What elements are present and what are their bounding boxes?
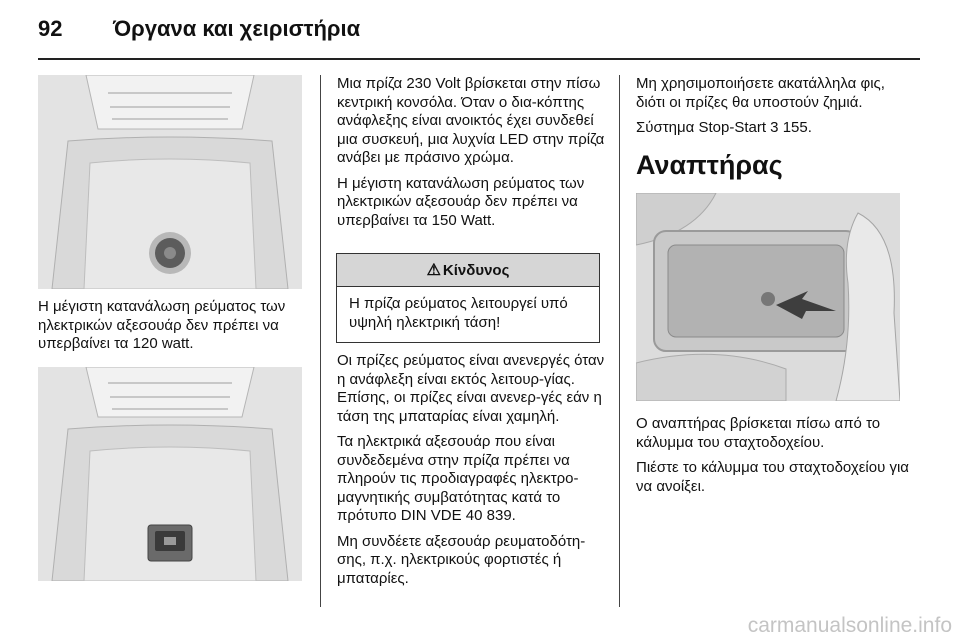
middle-paragraph-3: Οι πρίζες ρεύματος είναι ανενεργές όταν η ανάφλεξη είναι εκτός λειτουρ-γίας. Επίσης, οι πρίζες είναι ανενερ-γές εάν η τάση της μπαταρίας είναι χαμηλή.: [337, 352, 605, 425]
rear-console-socket-image: [38, 75, 302, 289]
danger-box-header: [337, 254, 599, 287]
danger-title: Κίνδυνος: [442, 261, 510, 279]
stop-start-crossref[interactable]: Σύστημα Stop-Start 3 155.: [636, 119, 812, 136]
header-rule: [38, 58, 920, 60]
column-divider: [320, 75, 321, 607]
cigarette-lighter-image: [636, 193, 900, 401]
danger-box: [336, 253, 600, 343]
warning-triangle-icon: ⚠: [426, 262, 441, 279]
page-title: Όργανα και χειριστήρια: [113, 16, 361, 41]
right-paragraph-1: Ο αναπτήρας βρίσκεται πίσω από το κάλυμμα του σταχτοδοχείου.: [636, 415, 881, 451]
column-divider: [619, 75, 620, 607]
left-caption: Η μέγιστη κατανάλωση ρεύματος των ηλεκτρικών αξεσουάρ δεν πρέπει να υπερβαίνει τα 120 watt.: [38, 298, 286, 352]
section-heading-lighter: Αναπτήρας: [636, 150, 783, 180]
middle-paragraph-4: Τα ηλεκτρικά αξεσουάρ που είναι συνδεδεμένα στην πρίζα πρέπει να πληρούν τις προδιαγραφές ηλεκτρο-μαγνητικής συμβατότητας κατά το πρότυπο DIN VDE 40 839.: [337, 433, 579, 524]
rear-console-230v-socket-image: [38, 367, 302, 581]
page-number: 92: [38, 16, 63, 41]
watermark: carmanualsonline.info: [747, 614, 952, 637]
middle-paragraph-1: Μια πρίζα 230 Volt βρίσκεται στην πίσω κεντρική κονσόλα. Όταν ο δια-κόπτης ανάφλεξης είναι ανοικτός έχει συνδεθεί μια συσκευή, μια λυχνία LED στην πρίζα ανάβει με πράσινο χρώμα.: [337, 75, 605, 166]
danger-text: Η πρίζα ρεύματος λειτουργεί υπό υψηλή ηλεκτρική τάση!: [349, 295, 568, 331]
middle-paragraph-5: Μη συνδέετε αξεσουάρ ρευματοδότη-σης, π.χ. ηλεκτρικούς φορτιστές ή μπαταρίες.: [337, 532, 586, 587]
right-paragraph-2: Πιέστε το κάλυμμα του σταχτοδοχείου για να ανοίξει.: [636, 459, 909, 495]
middle-paragraph-2: Η μέγιστη κατανάλωση ρεύματος των ηλεκτρικών αξεσουάρ δεν πρέπει να υπερβαίνει τα 150 Watt.: [337, 174, 585, 229]
right-intro: Μη χρησιμοποιήσετε ακατάλληλα φις, διότι οι πρίζες θα υποστούν ζημιά.: [636, 75, 885, 111]
